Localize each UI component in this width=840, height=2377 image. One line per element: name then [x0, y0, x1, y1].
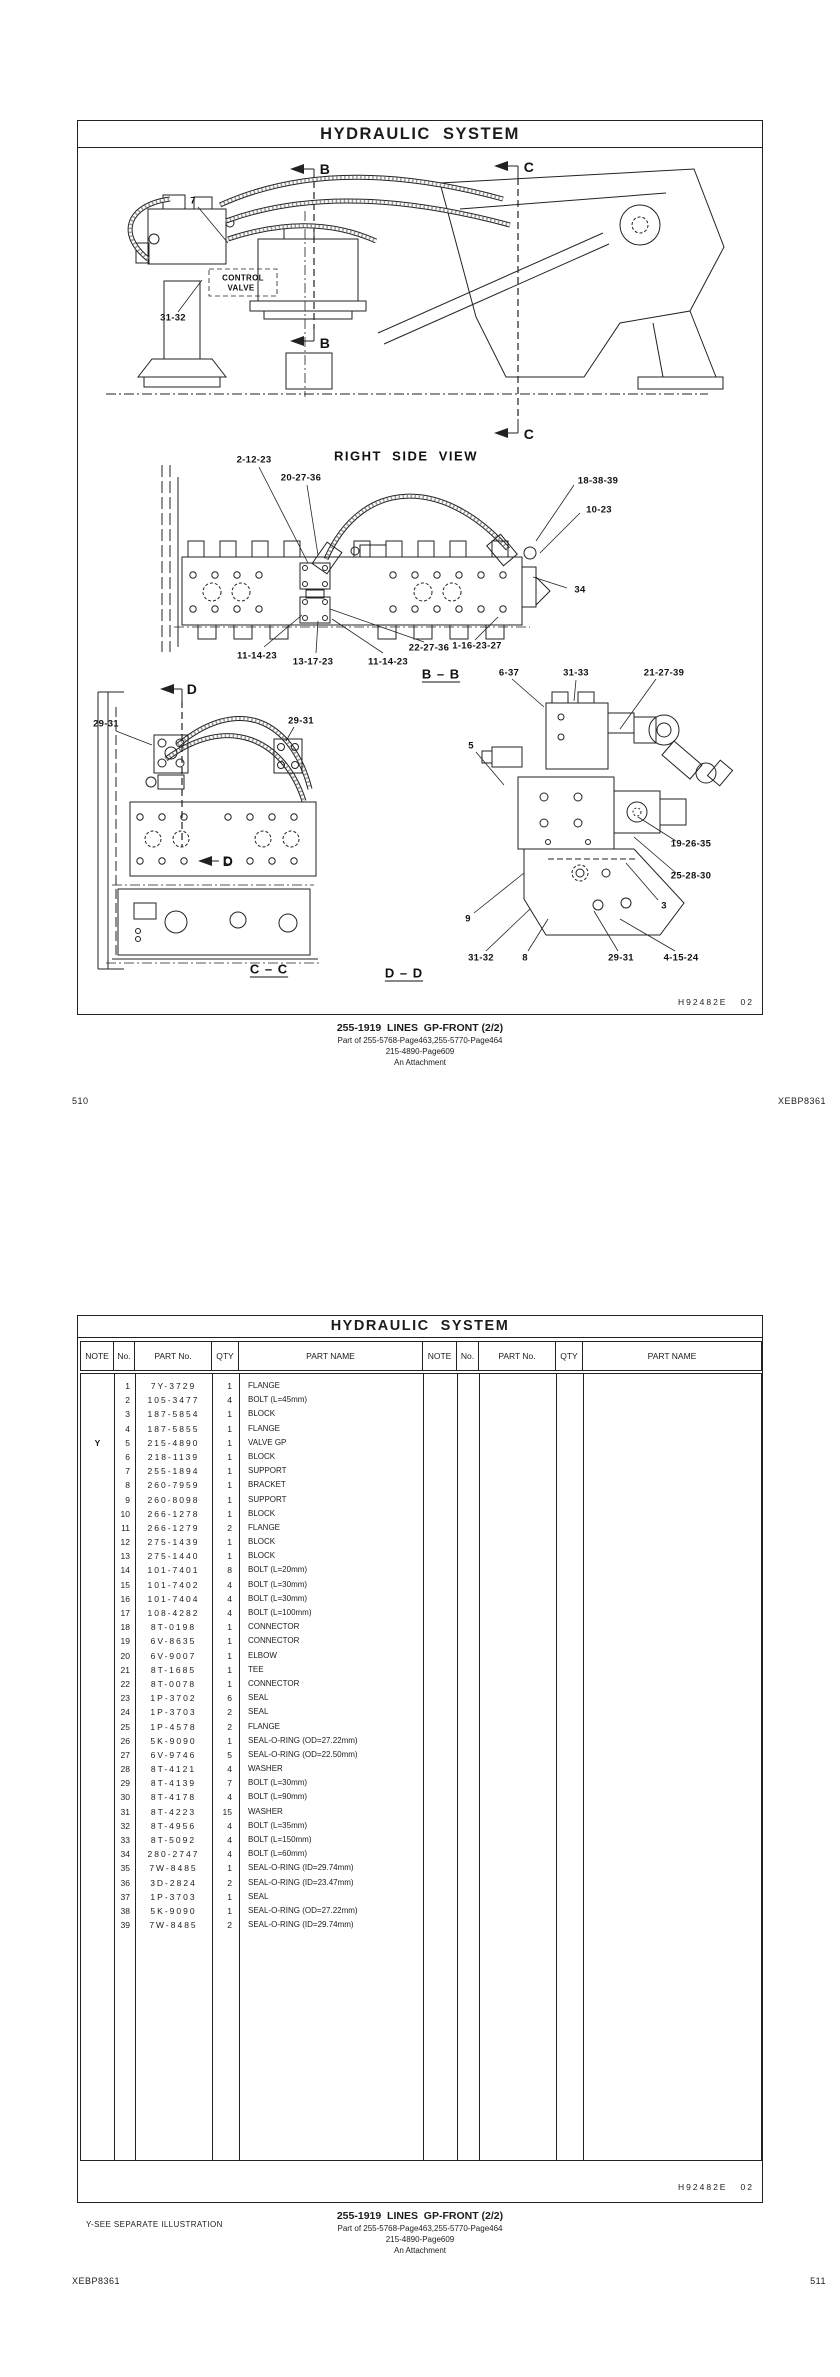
- col-header-note-2: NOTE: [423, 1342, 457, 1370]
- part-callout-label: 29-31: [93, 718, 119, 730]
- part-callout-label: 22-27-36: [408, 642, 450, 654]
- table-row: 23 1P-3702 6 SEAL: [120, 1693, 269, 1704]
- view-caption: RIGHT SIDE VIEW: [334, 448, 478, 464]
- table-row: 6 218-1139 1 BLOCK: [125, 1451, 276, 1462]
- table-row: 24 1P-3703 2 SEAL: [120, 1707, 269, 1718]
- part-callout-label: 19-26-35: [670, 838, 712, 850]
- table-row: 34 280-2747 4 BOLT (L=60mm): [120, 1849, 308, 1860]
- section-title: D – D: [384, 965, 424, 981]
- table-row: 4 187-5855 1 FLANGE: [125, 1423, 281, 1434]
- part-callout-label: 29-31: [288, 715, 314, 727]
- part-callout-label: 31-32: [160, 312, 186, 324]
- part-callout-label: 5: [468, 740, 474, 752]
- col-header-no: No.: [114, 1342, 135, 1370]
- table-row: Y 5 215-4890 1 VALVE GP: [94, 1437, 287, 1448]
- table-row: 36 3D-2824 2 SEAL-O-RING (ID=23.47mm): [120, 1877, 354, 1888]
- table-row: 35 7W-8485 1 SEAL-O-RING (ID=29.74mm): [120, 1863, 354, 1874]
- part-callout-label: 9: [465, 913, 471, 925]
- table-row: 27 6V-9746 5 SEAL-O-RING (OD=22.50mm): [120, 1749, 358, 1760]
- col-header-qty-2: QTY: [556, 1342, 583, 1370]
- document-number: H92482E 02: [678, 2182, 754, 2192]
- part-callout-label: VALVE: [227, 283, 255, 293]
- caption-page-ref: 215-4890-Page609: [385, 1047, 455, 1056]
- section-title: C – C: [249, 961, 289, 977]
- table-row: 1 7Y-3729 1 FLANGE: [125, 1381, 281, 1391]
- col-header-part-no: PART No.: [135, 1342, 212, 1370]
- table-row: 32 8T-4956 4 BOLT (L=35mm): [120, 1820, 308, 1831]
- document-number: H92482E 02: [678, 997, 754, 1007]
- page-number-510: 510: [72, 1096, 89, 1106]
- table-row: 26 5K-9090 1 SEAL-O-RING (OD=27.22mm): [120, 1735, 358, 1746]
- section-letter: C: [523, 426, 535, 442]
- caption-title: 255-1919 LINES GP-FRONT (2/2): [336, 1022, 504, 1034]
- table-row: 7 255-1894 1 SUPPORT: [125, 1466, 287, 1477]
- section-letter: B: [319, 161, 331, 177]
- section-letter: B: [319, 335, 331, 351]
- table-row: 10 266-1278 1 BLOCK: [120, 1508, 276, 1519]
- part-callout-label: 1-16-23-27: [452, 640, 502, 652]
- table-footnote: Y-SEE SEPARATE ILLUSTRATION: [86, 2220, 223, 2229]
- hydraulic-diagrams: [78, 147, 764, 997]
- table-row: 21 8T-1685 1 TEE: [120, 1664, 264, 1675]
- part-callout-label: 29-31: [608, 952, 634, 964]
- book-code-p2: XEBP8361: [72, 2276, 121, 2286]
- table-row: 15 101-7402 4 BOLT (L=30mm): [120, 1579, 308, 1590]
- col-header-note: NOTE: [81, 1342, 114, 1370]
- part-callout-label: 7: [190, 195, 196, 207]
- section-letter: C: [523, 159, 535, 175]
- book-code-p1: XEBP8361: [777, 1096, 826, 1106]
- table-row: 8 260-7959 1 BRACKET: [125, 1480, 286, 1491]
- table-row: 2 105-3477 4 BOLT (L=45mm): [125, 1395, 308, 1406]
- caption-partof: Part of 255-5768-Page463,255-5770-Page464: [337, 2224, 503, 2233]
- diagram-annotations: [78, 147, 764, 997]
- part-callout-label: 18-38-39: [577, 475, 619, 487]
- page2-caption: [0, 2210, 840, 2255]
- col-header-qty: QTY: [212, 1342, 239, 1370]
- table-row: 3 187-5854 1 BLOCK: [125, 1409, 276, 1420]
- table-row: 17 108-4282 4 BOLT (L=100mm): [120, 1608, 312, 1618]
- part-callout-label: 25-28-30: [670, 870, 712, 882]
- page-number-511: 511: [810, 2276, 826, 2286]
- caption-title: 255-1919 LINES GP-FRONT (2/2): [336, 2210, 504, 2222]
- part-callout-label: 2-12-23: [236, 454, 272, 466]
- table-row: 28 8T-4121 4 WASHER: [120, 1764, 283, 1775]
- caption-attachment: An Attachment: [393, 1058, 447, 1067]
- table-row: 39 7W-8485 2 SEAL-O-RING (ID=29.74mm): [120, 1920, 354, 1931]
- part-callout-label: 21-27-39: [643, 667, 685, 679]
- section-letter: D: [222, 853, 234, 869]
- table-row: 13 275-1440 1 BLOCK: [120, 1551, 276, 1562]
- table-row: 9 260-8098 1 SUPPORT: [125, 1494, 287, 1505]
- part-callout-label: 20-27-36: [280, 472, 322, 484]
- table-row: 19 6V-8635 1 CONNECTOR: [120, 1636, 300, 1647]
- page1-caption: [0, 1022, 840, 1067]
- caption-page-ref: 215-4890-Page609: [385, 2235, 455, 2244]
- table-row: 18 8T-0198 1 CONNECTOR: [120, 1622, 300, 1633]
- table-row: 22 8T-0078 1 CONNECTOR: [120, 1678, 300, 1689]
- table-row: 16 101-7404 4 BOLT (L=30mm): [120, 1593, 308, 1604]
- table-row: 20 6V-9007 1 ELBOW: [120, 1650, 277, 1661]
- part-callout-label: 31-32: [468, 952, 494, 964]
- table-row: 33 8T-5092 4 BOLT (L=150mm): [120, 1835, 312, 1845]
- part-callout-label: 31-33: [563, 667, 589, 679]
- part-callout-label: 10-23: [586, 504, 612, 516]
- part-callout-label: 13-17-23: [292, 656, 334, 668]
- part-callout-label: 8: [522, 952, 528, 964]
- col-header-part-name-2: PART NAME: [647, 1351, 697, 1361]
- parts-table-header: [80, 1341, 762, 1371]
- manual-page-1: [77, 120, 763, 1015]
- section-letter: D: [186, 681, 198, 697]
- caption-partof: Part of 255-5768-Page463,255-5770-Page464: [337, 1036, 503, 1045]
- table-row: 29 8T-4139 7 BOLT (L=30mm): [120, 1778, 308, 1789]
- section-title: B – B: [421, 666, 461, 682]
- col-header-no-2: No.: [457, 1342, 479, 1370]
- table-row: 12 275-1439 1 BLOCK: [120, 1537, 276, 1548]
- table-row: 38 5K-9090 1 SEAL-O-RING (OD=27.22mm): [120, 1905, 358, 1916]
- table-row: 11 266-1279 2 FLANGE: [121, 1522, 281, 1533]
- col-header-part-name: PART NAME: [239, 1342, 423, 1370]
- col-header-part-no-2: PART No.: [479, 1342, 556, 1370]
- part-callout-label: CONTROL: [222, 273, 264, 283]
- part-callout-label: 11-14-23: [368, 656, 408, 668]
- table-row: 14 101-7401 8 BOLT (L=20mm): [120, 1565, 308, 1576]
- caption-attachment: An Attachment: [393, 2246, 447, 2255]
- part-callout-label: 6-37: [498, 667, 520, 679]
- table-row: 30 8T-4178 4 BOLT (L=90mm): [120, 1792, 308, 1803]
- page-title: HYDRAULIC SYSTEM: [78, 1316, 762, 1338]
- table-row: 31 8T-4223 15 WASHER: [120, 1806, 283, 1817]
- part-callout-label: 34: [574, 584, 586, 596]
- table-row: 25 1P-4578 2 FLANGE: [120, 1721, 281, 1732]
- part-callout-label: 11-14-23: [237, 650, 277, 662]
- parts-table-body-rows: [81, 1379, 761, 1932]
- part-callout-label: 3: [661, 900, 667, 912]
- table-row: 37 1P-3703 1 SEAL: [120, 1891, 269, 1902]
- part-callout-label: 4-15-24: [663, 952, 699, 964]
- page-title: HYDRAULIC SYSTEM: [78, 121, 762, 148]
